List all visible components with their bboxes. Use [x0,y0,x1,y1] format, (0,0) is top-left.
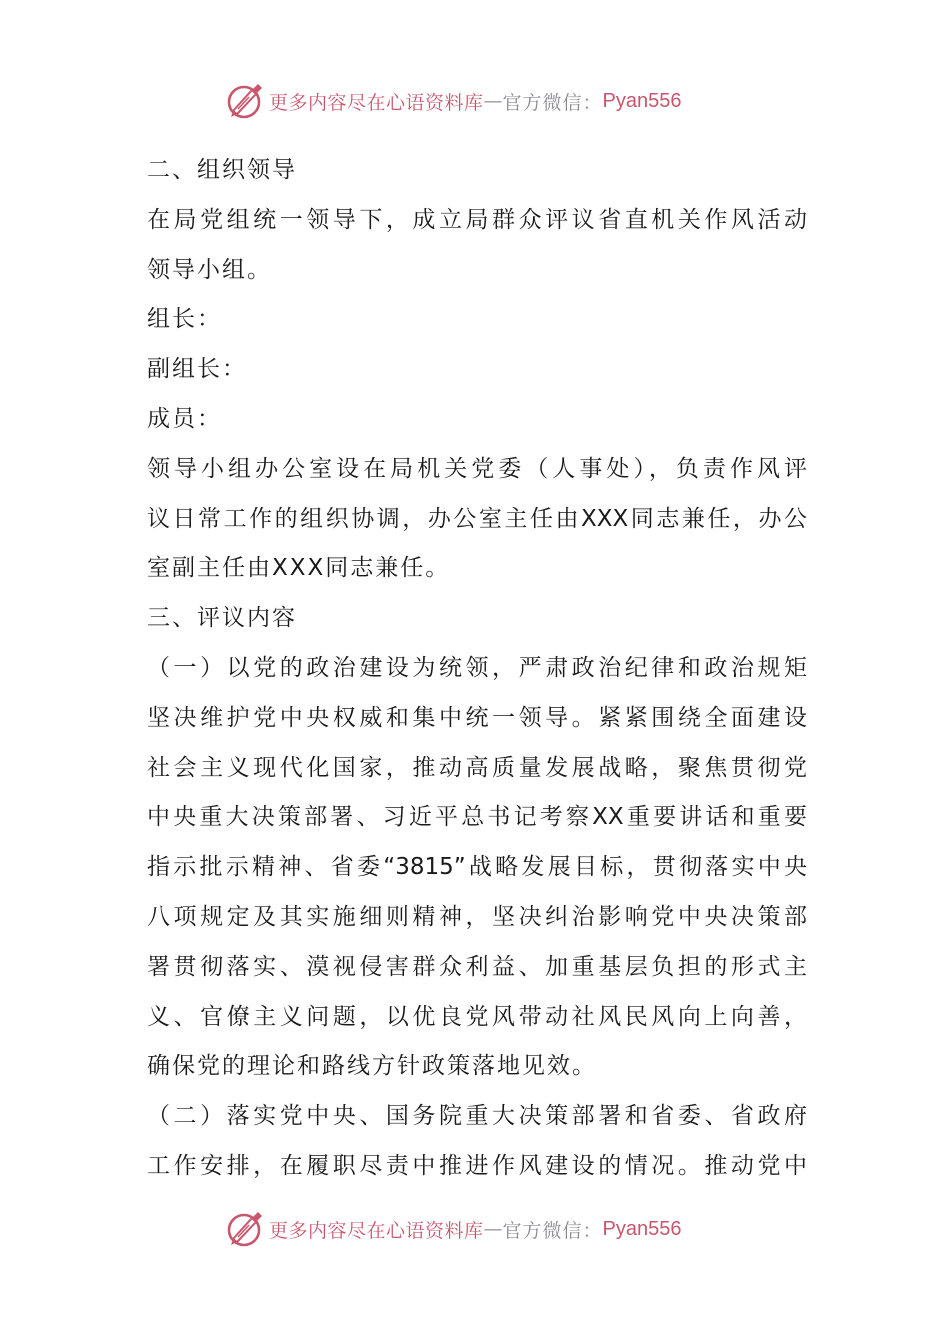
header-dash: — [483,90,503,112]
deputy-leader-field: 副组长： [147,356,247,383]
footer-wechat-id: Pyan556 [602,1217,682,1240]
pen-logo-icon [225,81,265,121]
paragraph-line: 确保党的理论和路线方针政策落地见效。 [147,1053,597,1080]
footer-banner [0,1204,950,1254]
header-promo-text: 更多内容尽在心语资料库 [269,91,484,114]
document-body [147,146,807,1192]
paragraph-line: 领导小组。 [147,256,272,283]
header-wechat-label: 官方微信： [502,91,603,114]
paragraph-line: （一）以党的政治建设为统领，严肃政治纪律和政治规矩 [147,654,807,681]
paragraph-line: 坚决维护党中央权威和集中统一领导。紧紧围绕全面建设 [147,704,807,731]
paragraph-line: 署贯彻落实、漠视侵害群众利益、加重基层负担的形式主 [147,953,807,980]
paragraph-line: 社会主义现代化国家，推动高质量发展战略，聚焦贯彻党 [147,754,807,781]
paragraph-line: 室副主任由XXX同志兼任。 [147,555,451,582]
paragraph-line: 义、官僚主义问题，以优良党风带动社风民风向上向善， [147,1003,807,1030]
paragraph-line: 领导小组办公室设在局机关党委（人事处），负责作风评 [147,455,807,482]
header-banner-content [225,76,682,126]
paragraph-line: 在局党组统一领导下，成立局群众评议省直机关作风活动 [147,206,807,233]
footer-wechat-label: 官方微信： [502,1219,603,1242]
footer-banner-content [225,1204,682,1254]
paragraph-line: 指示批示精神、省委“3815”战略发展目标，贯彻落实中央 [147,854,807,881]
paragraph-line: 议日常工作的组织协调，办公室主任由XXX同志兼任，办公 [147,505,807,532]
footer-promo-text: 更多内容尽在心语资料库 [269,1219,484,1242]
pen-logo-icon [225,1209,265,1249]
members-field: 成员： [147,405,222,432]
paragraph-line: 工作安排，在履职尽责中推进作风建设的情况。推动党中 [147,1152,807,1179]
paragraph-line: 中央重大决策部署、习近平总书记考察XX重要讲话和重要 [147,804,807,831]
paragraph-line: 八项规定及其实施细则精神，坚决纠治影响党中央决策部 [147,903,807,930]
header-wechat-id: Pyan556 [602,89,682,112]
leader-field: 组长： [147,306,222,333]
paragraph-line: （二）落实党中央、国务院重大决策部署和省委、省政府 [147,1103,807,1130]
header-banner [0,76,950,126]
section-heading: 二、组织领导 [147,157,297,183]
footer-dash: — [483,1218,503,1240]
section-heading: 三、评议内容 [147,605,297,632]
